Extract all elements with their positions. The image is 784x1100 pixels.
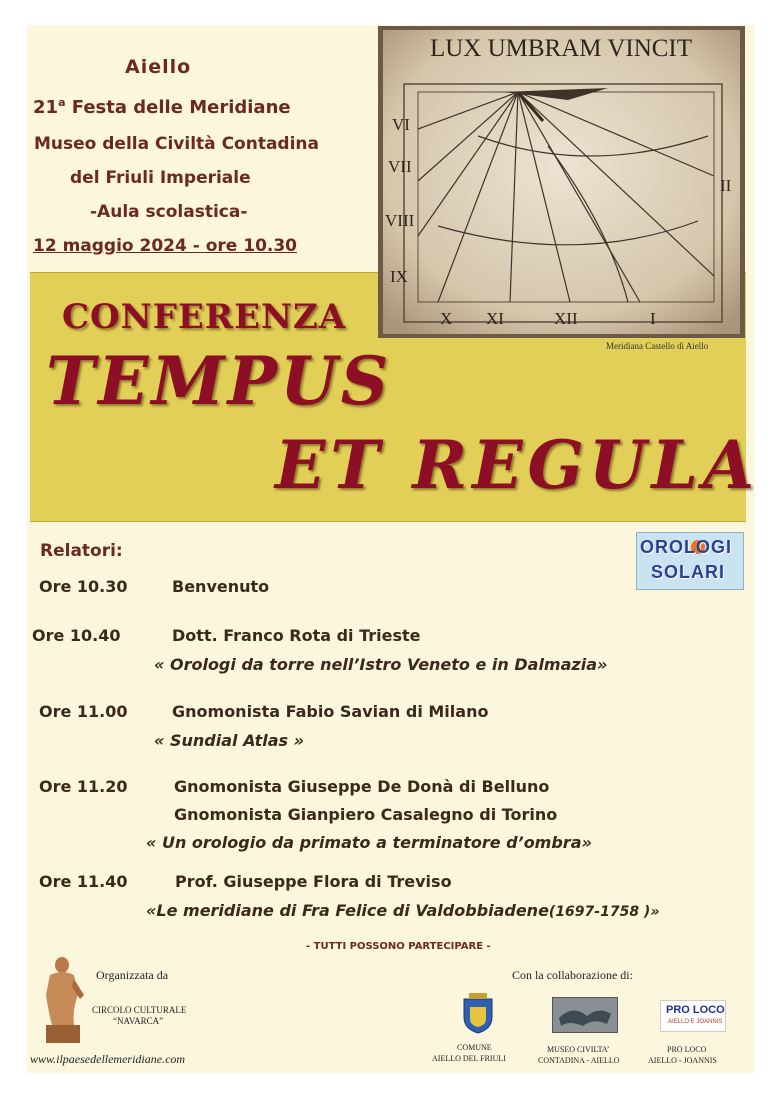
program-speaker-5: Prof. Giuseppe Flora di Treviso bbox=[175, 872, 452, 891]
partner-1-line-1: COMUNE bbox=[457, 1043, 492, 1052]
program-speaker-4a: Gnomonista Giuseppe De Donà di Belluno bbox=[174, 777, 550, 796]
program-talk-3: « Sundial Atlas » bbox=[154, 731, 304, 750]
museum-line-2: del Friuli Imperiale bbox=[70, 168, 251, 188]
partner-3-line-1: PRO LOCO bbox=[667, 1045, 707, 1054]
orologi-logo-line-1: OROLOGI bbox=[640, 537, 732, 557]
numeral-ii: II bbox=[720, 176, 732, 195]
orologi-logo-line-2: SOLARI bbox=[651, 562, 726, 582]
numeral-vii: VII bbox=[388, 157, 412, 176]
program-talk-2: « Orologi da torre nell’Istro Veneto e in Dalmazia» bbox=[154, 655, 608, 674]
program-talk-4: « Un orologio da primato a terminatore d’ombra» bbox=[146, 833, 592, 852]
program-speaker-2: Dott. Franco Rota di Trieste bbox=[172, 626, 421, 645]
festa-title bbox=[33, 96, 291, 118]
orologi-solari-logo bbox=[636, 532, 744, 590]
program-time-1: Ore 10.30 bbox=[39, 577, 128, 596]
circolo-name-2: “NAVARCA” bbox=[113, 1016, 164, 1026]
speakers-heading: Relatori: bbox=[40, 541, 123, 561]
sundial-motto: LUX UMBRAM VINCIT bbox=[429, 35, 693, 62]
program-time-3: Ore 11.00 bbox=[39, 702, 128, 721]
program-speaker-1: Benvenuto bbox=[172, 577, 270, 596]
partner-1-line-2: AIELLO DEL FRIULI bbox=[432, 1054, 506, 1063]
numeral-viii: VIII bbox=[385, 211, 415, 230]
title-line-2: ET REGULA bbox=[275, 426, 760, 504]
program-speaker-3: Gnomonista Fabio Savian di Milano bbox=[172, 702, 489, 721]
program-speaker-4b: Gnomonista Gianpiero Casalegno di Torino bbox=[174, 805, 558, 824]
numeral-ix: IX bbox=[390, 267, 408, 286]
partner-2-line-2: CONTADINA - AIELLO bbox=[538, 1056, 620, 1065]
comune-crest-icon bbox=[459, 991, 497, 1035]
program-time-5: Ore 11.40 bbox=[39, 872, 128, 891]
title-line-1: TEMPUS bbox=[46, 342, 392, 420]
numeral-x: X bbox=[440, 309, 453, 328]
numeral-vi: VI bbox=[392, 115, 410, 134]
festa-name: Festa delle Meridiane bbox=[71, 97, 291, 118]
sundial-image bbox=[378, 26, 745, 338]
event-date-time: 12 maggio 2024 - ore 10.30 bbox=[33, 236, 298, 256]
pro-loco-logo-subtext: AIELLO E JOANNIS bbox=[668, 1019, 723, 1025]
statue-icon bbox=[32, 955, 88, 1047]
sundial-caption: Meridiana Castello di Aiello bbox=[606, 341, 709, 351]
circolo-name-1: CIRCOLO CULTURALE bbox=[92, 1005, 187, 1015]
partner-2-line-1: MUSEO CIVILTA’ bbox=[547, 1045, 610, 1054]
festa-number: 21 bbox=[33, 97, 59, 118]
museum-line-1: Museo della Civiltà Contadina bbox=[34, 134, 319, 154]
venue-room: -Aula scolastica- bbox=[90, 202, 248, 222]
numeral-i: I bbox=[650, 309, 656, 328]
sundial-drawing bbox=[378, 26, 745, 338]
program-time-4: Ore 11.20 bbox=[39, 777, 128, 796]
program-talk-5-title: «Le meridiane di Fra Felice di Valdobbiadene bbox=[146, 901, 549, 920]
program-talk-5 bbox=[146, 901, 659, 920]
program-talk-5-years: (1697-1758 )» bbox=[548, 904, 660, 920]
organized-by-label: Organizzata da bbox=[96, 968, 169, 982]
numeral-xii: XII bbox=[554, 309, 578, 328]
town-name: Aiello bbox=[125, 56, 192, 78]
partner-3-line-2: AIELLO - JOANNIS bbox=[648, 1056, 717, 1065]
numeral-xi: XI bbox=[486, 309, 504, 328]
website-link[interactable]: www.ilpaesedellemeridiane.com bbox=[30, 1052, 186, 1066]
collaboration-label: Con la collaborazione di: bbox=[512, 968, 633, 982]
pro-loco-logo-text: PRO LOCO bbox=[666, 1004, 725, 1016]
program-time-2: Ore 10.40 bbox=[32, 626, 121, 645]
all-welcome-note: - TUTTI POSSONO PARTECIPARE - bbox=[306, 941, 491, 952]
festa-ordinal: a bbox=[58, 96, 66, 109]
conferenza-label: CONFERENZA bbox=[62, 297, 347, 337]
pro-loco-logo-icon bbox=[660, 1000, 726, 1032]
museo-logo-icon bbox=[552, 997, 618, 1033]
